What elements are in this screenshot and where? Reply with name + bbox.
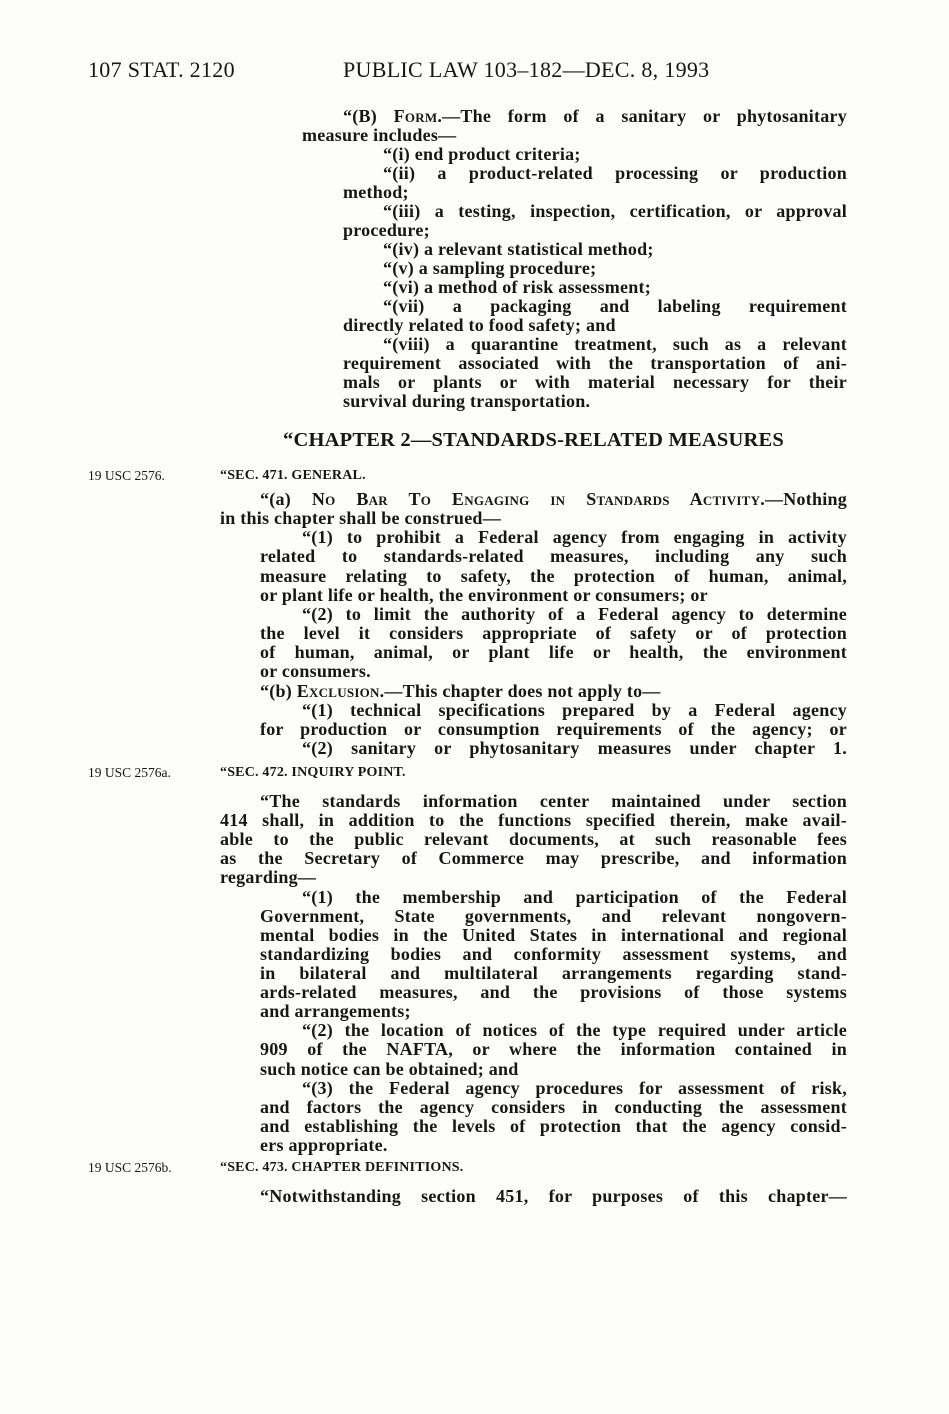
text-line: “(2) to limit the authority of a Federal agency to determine [302, 603, 847, 624]
text-line: “(iii) a testing, inspection, certification, or approval [383, 201, 847, 221]
text-line: “(2) the location of notices of the type required under article [302, 1020, 847, 1041]
text-line: “(i) end product criteria; [383, 144, 581, 164]
text-line: or consumers. [260, 661, 371, 682]
text-line: related to standards-related measures, including any such [260, 546, 847, 567]
text-line: such notice can be obtained; and [260, 1058, 519, 1079]
text-line: mals or plants or with material necessary for their [343, 372, 847, 392]
text-line: measure relating to safety, the protection of human, animal, [260, 565, 847, 586]
paragraph-marker: “(B) [343, 106, 394, 126]
text-line: “(vi) a method of risk assessment; [383, 277, 651, 297]
text-line: ards-related measures, and the provisions of those systems [260, 982, 847, 1003]
text-line: “(v) a sampling procedure; [383, 258, 597, 278]
section-472-body [0, 792, 847, 1155]
text-line: “Notwithstanding section 451, for purposes of this chapter— [260, 1186, 847, 1206]
text-line: “(vii) a packaging and labeling requirement [383, 296, 847, 316]
text-line: “(ii) a product-related processing or production [383, 163, 847, 183]
section-heading: “SEC. 471. GENERAL. [220, 468, 366, 483]
text-line: and establishing the levels of protection that the agency consid- [260, 1115, 847, 1136]
page-reference: 107 STAT. 2120 [88, 57, 235, 82]
chapter-heading: “CHAPTER 2—STANDARDS-RELATED MEASURES [283, 429, 784, 451]
text-line: able to the public relevant documents, at such reasonable fees [220, 829, 847, 850]
text-line: “(3) the Federal agency procedures for assessment of risk, [302, 1077, 847, 1098]
text-line: requirement associated with the transportation of ani- [343, 353, 847, 373]
paragraph-intro: .—The form of a sanitary or phytosanitary [437, 106, 847, 126]
paragraph-heading: Form [393, 106, 438, 126]
subsection-b-heading-line [260, 682, 847, 701]
text-line: directly related to food safety; and [343, 315, 616, 335]
subsection-heading: No Bar To Engaging in Standards Activity [311, 489, 761, 509]
subsection-marker: “(b) [260, 680, 297, 701]
text-line: mental bodies in the United States in international and regional [260, 924, 847, 945]
text-line: procedure; [343, 220, 430, 240]
text-line: as the Secretary of Commerce may prescribe, and information [220, 848, 847, 869]
text-line: for production or consumption requirements of the agency; or [260, 718, 847, 739]
text-line: “(viii) a quarantine treatment, such as a relevant [383, 334, 847, 354]
text-line: 909 of the NAFTA, or where the information contained in [260, 1039, 847, 1060]
margin-note-usc: 19 USC 2576a. [88, 765, 171, 780]
section-heading: “SEC. 472. INQUIRY POINT. [220, 765, 406, 780]
text-line: method; [343, 182, 409, 202]
text-line: “(2) sanitary or phytosanitary measures under chapter 1. [302, 738, 847, 759]
text-line: the level it considers appropriate of safety or of protection [260, 623, 847, 644]
text-line: standardizing bodies and conformity assessment systems, and [260, 943, 847, 964]
section-heading: “SEC. 473. CHAPTER DEFINITIONS. [220, 1160, 464, 1175]
margin-note-usc: 19 USC 2576. [88, 468, 165, 483]
text-line: and factors the agency considers in conducting the assessment [260, 1096, 847, 1117]
text-line: in this chapter shall be construed— [220, 508, 501, 529]
form-heading-line [343, 107, 847, 126]
running-head: PUBLIC LAW 103–182—DEC. 8, 1993 [343, 57, 710, 82]
text-line: of human, animal, or plant life or health, the environment [260, 642, 847, 663]
text-line: regarding— [220, 867, 317, 888]
text-line: “(iv) a relevant statistical method; [383, 239, 654, 259]
margin-note-usc: 19 USC 2576b. [88, 1160, 172, 1175]
text-line: in bilateral and multilateral arrangements regarding stand- [260, 962, 847, 983]
text-line: or plant life or health, the environment or consumers; or [260, 584, 708, 605]
form-paragraph [0, 107, 847, 411]
section-473-body [0, 1187, 847, 1206]
text-line: Government, State governments, and relevant nongovern- [260, 905, 847, 926]
text-line: “The standards information center maintained under section [260, 791, 847, 811]
text-line: survival during transportation. [343, 391, 591, 411]
section-471-body [0, 490, 847, 758]
text-line: “(1) to prohibit a Federal agency from engaging in activity [302, 527, 847, 548]
text-line: 414 shall, in addition to the functions specified therein, make avail- [220, 810, 847, 831]
text-line: ers appropriate. [260, 1134, 388, 1155]
text-line: “(1) technical specifications prepared by a Federal agency [302, 699, 847, 720]
text-line: measure includes— [302, 125, 457, 145]
subsection-intro: .—This chapter does not apply to— [379, 680, 661, 701]
subsection-marker: “(a) [260, 489, 312, 509]
subsection-a-heading-line [260, 490, 847, 509]
subsection-intro: .—Nothing [760, 489, 847, 509]
subsection-heading: Exclusion [296, 680, 380, 701]
text-line: and arrangements; [260, 1001, 411, 1022]
text-line: “(1) the membership and participation of the Federal [302, 886, 847, 907]
